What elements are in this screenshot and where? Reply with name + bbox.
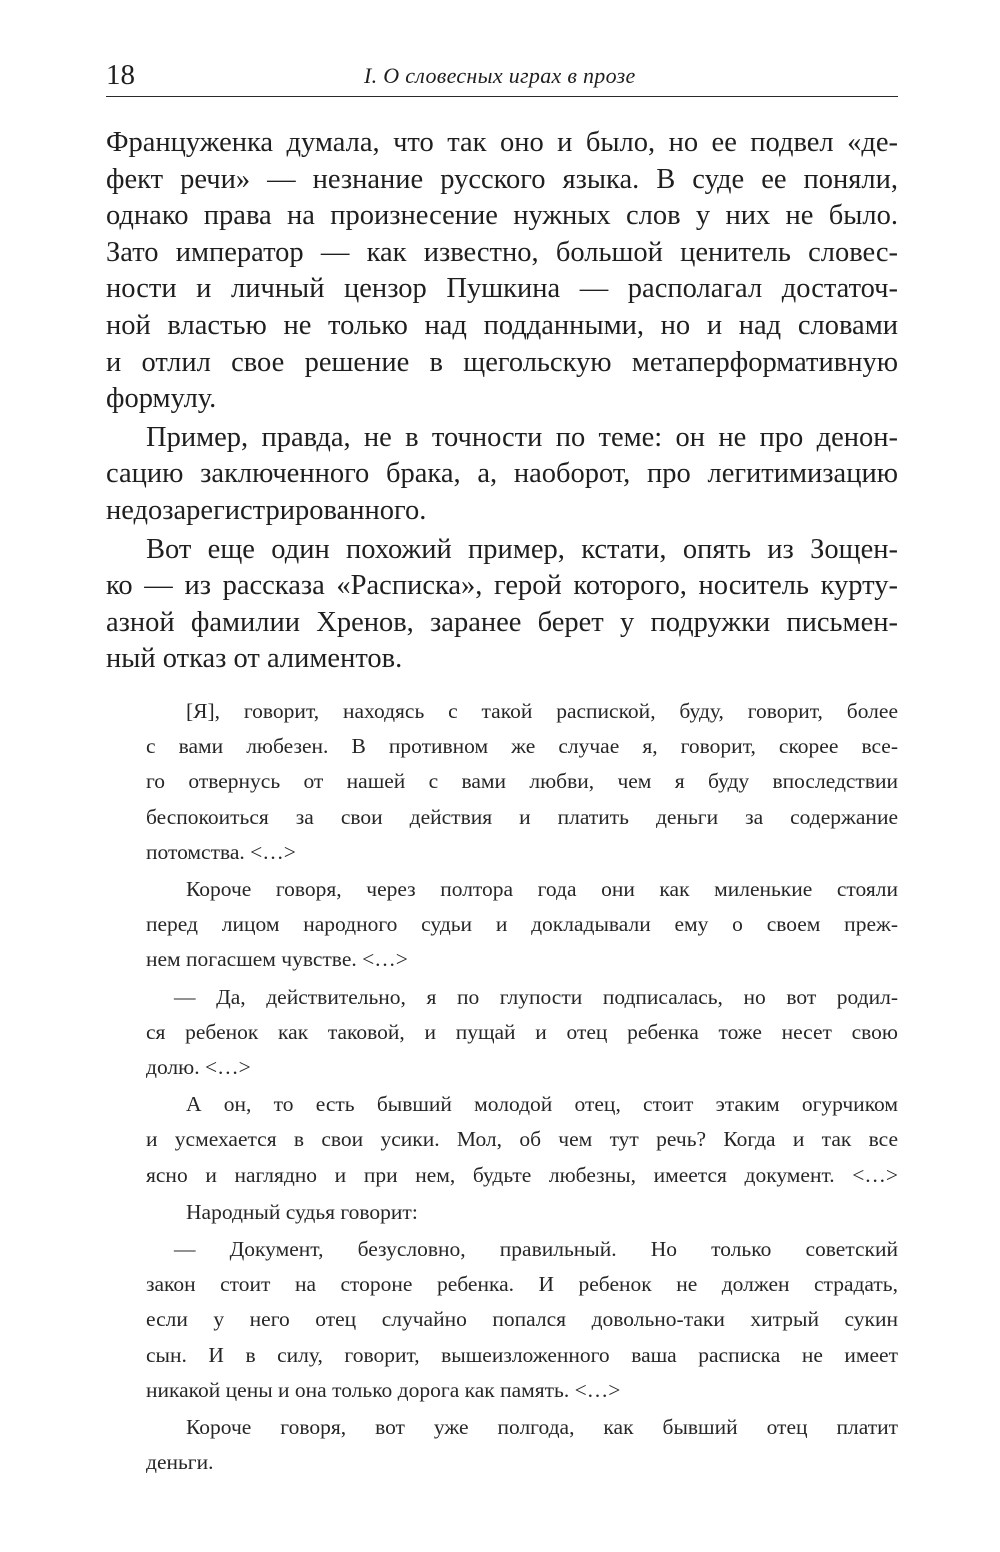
text-line: и отлил свое решение в щегольскую метаперформативную — [106, 346, 898, 378]
paragraph-3 — [106, 532, 898, 678]
quote-paragraph-6 — [146, 1232, 898, 1408]
quote-line: если у него отец случайно попался довольно-таки хитрый сукин — [146, 1307, 898, 1332]
paragraph-2 — [106, 420, 898, 530]
quote-paragraph-2 — [146, 872, 898, 978]
text-line: фект речи» — незнание русского языка. В суде ее поняли, — [106, 163, 898, 195]
quote-line: — Да, действительно, я по глупости подписалась, но вот родил- — [174, 984, 898, 1009]
main-text — [106, 125, 898, 678]
quote-line: деньги. — [146, 1450, 214, 1475]
text-line: ный отказ от алиментов. — [106, 643, 403, 675]
quote-line: беспокоиться за свои действия и платить деньги за содержание — [146, 804, 898, 829]
quote-line: и усмехается в свои усики. Мол, об чем тут речь? Когда и так все — [146, 1127, 898, 1152]
quote-line: нем погасшем чувстве. <…> — [146, 947, 408, 972]
quote-paragraph-3 — [146, 980, 898, 1086]
text-line: Француженка думала, что так оно и было, но ее подвел «де- — [106, 127, 898, 158]
quote-line: ся ребенок как таковой, и пущай и отец ребенка тоже несет свою — [146, 1019, 898, 1044]
block-quote — [146, 694, 898, 1480]
text-line: недозарегистрированного. — [106, 494, 427, 526]
text-line: азной фамилии Хренов, заранее берет у подружки письмен- — [106, 606, 898, 638]
quote-line: закон стоит на стороне ребенка. И ребенок не должен страдать, — [146, 1272, 898, 1297]
running-head — [106, 58, 898, 97]
text-line: формулу. — [106, 383, 217, 415]
text-line: ко — из рассказа «Расписка», герой которого, носитель курту- — [106, 570, 898, 602]
quote-line: Короче говоря, вот уже полгода, как бывший отец платит — [186, 1415, 898, 1440]
quote-line: ясно и наглядно и при нем, будьте любезны, имеется документ. <…> — [146, 1162, 898, 1187]
quote-line: долю. <…> — [146, 1055, 251, 1080]
text-line: однако права на произнесение нужных слов у них не было. — [106, 200, 898, 232]
text-line: Пример, правда, не в точности по теме: он не про денон- — [146, 421, 898, 453]
quote-line: перед лицом народного судьи и докладывали ему о своем преж- — [146, 912, 898, 937]
section-title: I. О словесных играх в прозе — [364, 63, 636, 88]
quote-line: никакой цены и она только дорога как память. <…> — [146, 1377, 621, 1402]
quote-line: с вами любезен. В противном же случае я, говорит, скорее все- — [146, 734, 898, 759]
text-line: ной властью не только над подданными, но и над словами — [106, 309, 898, 341]
quote-paragraph-7 — [146, 1410, 898, 1480]
text-line: ности и личный цензор Пушкина — располагал достаточ- — [106, 273, 898, 305]
text-line: Зато император — как известно, большой ценитель словес- — [106, 236, 898, 268]
page-number: 18 — [106, 59, 135, 91]
quote-line: А он, то есть бывший молодой отец, стоит этаким огурчиком — [186, 1092, 898, 1117]
quote-paragraph-4 — [146, 1087, 898, 1193]
text-line: Вот еще один похожий пример, кстати, опять из Зощен- — [146, 533, 898, 565]
quote-line: го отвернусь от нашей с вами любви, чем я буду впоследствии — [146, 769, 898, 794]
paragraph-1 — [106, 125, 898, 418]
text-line: сацию заключенного брака, а, наоборот, про легитимизацию — [106, 458, 898, 490]
quote-line: сын. И в силу, говорит, вышеизложенного ваша расписка не имеет — [146, 1342, 898, 1367]
quote-line: Народный судья говорит: — [186, 1199, 418, 1224]
quote-paragraph-5 — [146, 1195, 898, 1230]
quote-line: — Документ, безусловно, правильный. Но только советский — [174, 1237, 898, 1262]
quote-line: потомства. <…> — [146, 839, 296, 864]
quote-paragraph-1 — [146, 694, 898, 870]
quote-line: Короче говоря, через полтора года они как миленькие стояли — [186, 877, 898, 902]
quote-line: [Я], говорит, находясь с такой распиской, буду, говорит, более — [186, 699, 898, 723]
